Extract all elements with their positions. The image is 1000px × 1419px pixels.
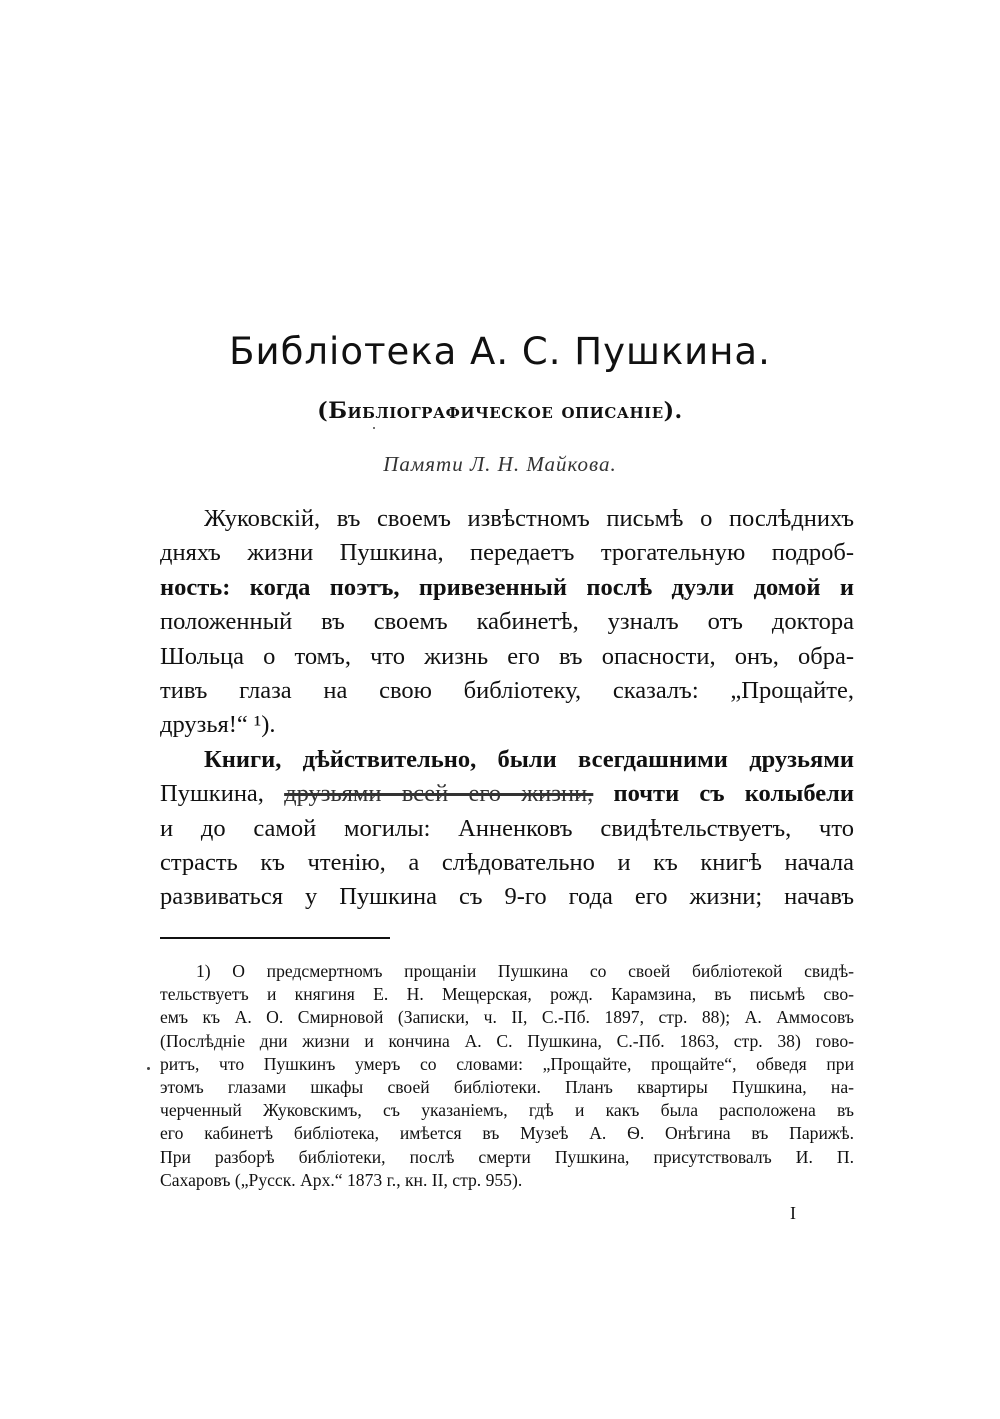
signature-mark: I [790,1203,796,1223]
text-line-struck [160,777,854,811]
text-line: Жуковскій, въ своемъ извѣстномъ письмѣ о послѣднихъ [204,505,854,532]
print-speck [147,1067,150,1070]
text-line: Книги, дѣйствительно, были всегдашними друзьями [204,745,854,773]
text-line: Шольца о томъ, что жизнь его въ опасности, онъ, обра- [160,642,854,670]
text-line: и до самой могилы: Анненковъ свидѣтельствуетъ, что [160,814,854,842]
footnote-line: тельствуетъ и княгиня Е. Н. Мещерская, рожд. Карамзина, въ письмѣ сво- [160,984,854,1005]
footnote-line: ритъ, что Пушкинъ умеръ со словами: „Прощайте, прощайте“, обведя при [160,1053,854,1074]
page-subtitle: (Библіографическое описаніе). [317,398,683,424]
dedication: Памяти Л. Н. Майкова. [383,452,617,476]
text-line: друзья!“ ¹). [160,711,276,739]
footnote-line: При разборѣ библіотеки, послѣ смерти Пушкина, присутствовалъ И. П. [160,1146,854,1167]
struck-text: друзьями всей его жизни, [284,780,594,808]
text-line: ность: когда поэтъ, привезенный послѣ дуэли домой и [160,573,854,601]
text-line: развиваться у Пушкина съ 9-го года его жизни; начавъ [160,883,854,911]
text-line: тивъ глаза на свою библіотеку, сказалъ: „Прощайте, [160,677,854,705]
text-line: страсть къ чтенію, а слѣдовательно и къ книгѣ начала [160,849,854,877]
footnote-line: черченный Жуковскимъ, съ указаніемъ, гдѣ и какъ была расположена въ [160,1100,854,1121]
text-fragment: почти съ колыбели [593,780,855,808]
paragraph-2 [160,743,854,915]
print-speck [373,427,375,429]
footnote-line: (Послѣдніе дни жизни и кончина А. С. Пушкина, С.-Пб. 1863, стр. 38) гово- [160,1030,854,1051]
footnote-line: этомъ глазами шкафы своей библіотеки. Планъ квартиры Пушкина, на- [160,1077,854,1098]
paragraph-1 [160,502,854,743]
footnote-line: Сахаровъ („Русск. Арх.“ 1873 г., кн. II, стр. 955). [160,1169,523,1190]
page-title: Библіотека А. С. Пушкина. [229,330,771,373]
text-line: положенный въ своемъ кабинетѣ, узналъ отъ доктора [160,608,854,636]
footnote-line: 1) О предсмертномъ прощаніи Пушкина со своей библіотекой свидѣ- [196,961,854,981]
text-fragment: Пушкина, [160,780,285,808]
footnote-separator [160,937,390,939]
footnote [160,960,854,1192]
footnote-line: его кабинетѣ библіотека, имѣется въ Музеѣ А. Ѳ. Онѣгина въ Парижѣ. [160,1123,854,1144]
footnote-line: емъ къ А. О. Смирновой (Записки, ч. II, С.-Пб. 1897, стр. 88); А. Аммосовъ [160,1007,854,1028]
main-text [160,502,854,915]
text-line: дняхъ жизни Пушкина, передаетъ трогательную подроб- [160,539,854,567]
